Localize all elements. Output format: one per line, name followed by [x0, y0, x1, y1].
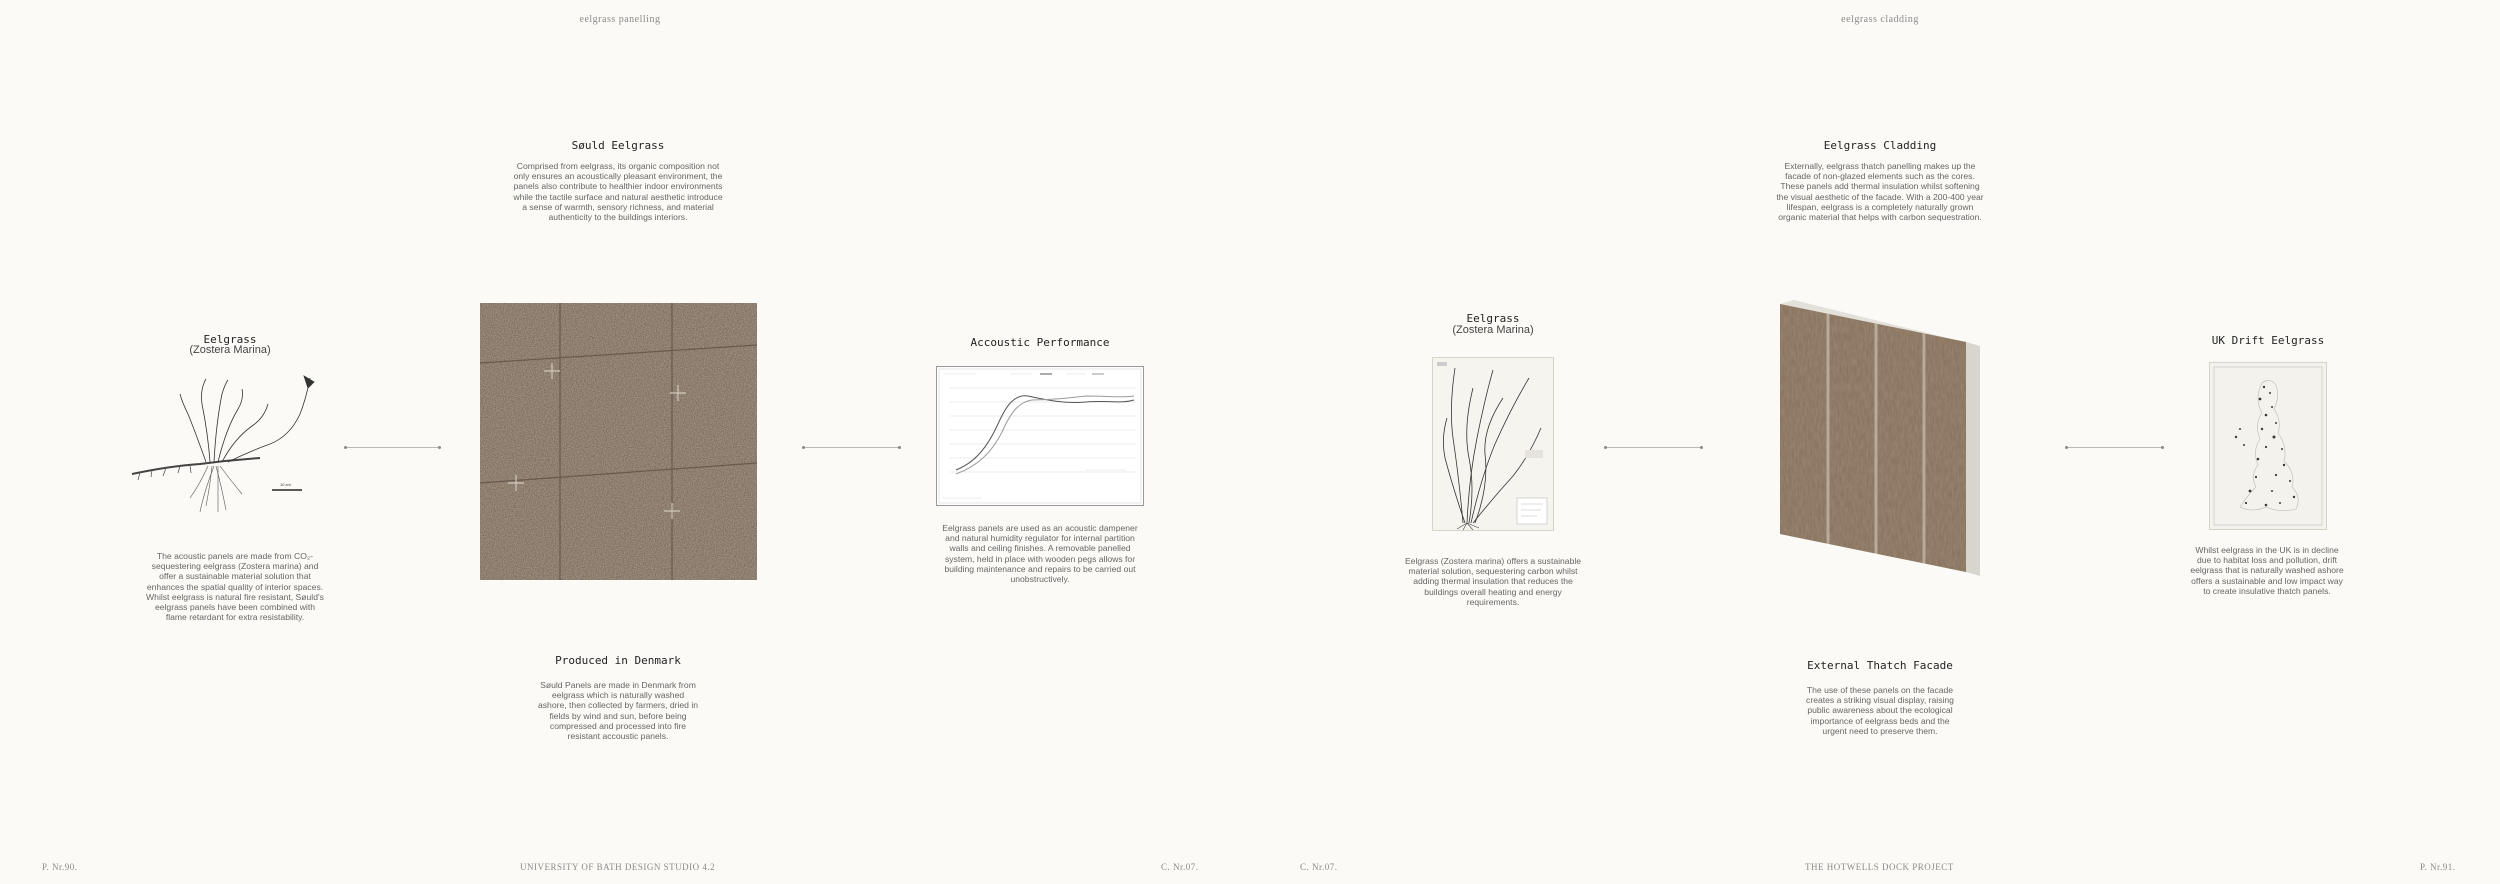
connector-3 [1605, 447, 1702, 448]
herbarium-specimen-image [1432, 357, 1554, 531]
cladding-text: Externally, eelgrass thatch panelling makes up the facade of non-glazed elements such as the cores. These panels add thermal insulation whilst softening the visual aesthetic of the facade. With a 200-400 year lifespan, eelgrass is a completely naturally grown organic material that helps with carbon sequestration. [1776, 161, 1984, 223]
facade-text: The use of these panels on the facade creates a striking visual display, raising public awareness about the ecological importance of eelgrass beds and the urgent need to preserve them. [1806, 685, 1954, 736]
eelgrass-subtitle-right: (Zostera Marina) [1452, 324, 1534, 336]
acoustic-text: Eelgrass panels are used as an acoustic dampener and natural humidity regulator for internal partition walls and ceiling finishes. A removable panelled system, held in place with wooden pegs allows for building maintenance and repairs to be carried out unobstructively. [942, 523, 1138, 585]
footer-code-left: C. Nr.07. [1161, 862, 1199, 872]
acoustic-title: Accoustic Performance [970, 336, 1110, 349]
panel-text: Comprised from eelgrass, its organic composition not only ensures an acoustically pleasant environment, the panels also contribute to healthier indoor environments while the tactile surface and natural aesthetic introduce a sense of warmth, sensory richness, and material authenticity to the buildings interiors. [513, 161, 723, 223]
eelgrass-plant-illustration [130, 374, 330, 514]
connector-1 [345, 447, 440, 448]
connector-4 [2066, 447, 2163, 448]
footer-code-right: C. Nr.07. [1300, 862, 1338, 872]
footer-project: THE HOTWELLS DOCK PROJECT [1805, 862, 1954, 872]
thatch-panel-3d [1776, 300, 1986, 580]
acoustic-performance-chart [936, 366, 1144, 506]
eelgrass-title-left: Eelgrass [203, 333, 257, 346]
eelgrass-subtitle-left: (Zostera Marina) [189, 344, 271, 356]
produced-text: Søuld Panels are made in Denmark from eelgrass which is naturally washed ashore, then collected by farmers, dried in fields by wind and sun, before being compressed and processed into fire resistant accoustic panels. [537, 680, 699, 742]
drift-title: UK Drift Eelgrass [2211, 334, 2325, 347]
header-right: eelgrass cladding [1841, 14, 1919, 25]
eelgrass-title-right: Eelgrass [1466, 312, 1520, 325]
eelgrass-panel-texture [480, 303, 757, 580]
connector-2 [803, 447, 900, 448]
drift-text: Whilst eelgrass in the UK is in decline due to habitat loss and pollution, drift eelgrass that is naturally washed ashore offers a sustainable and low impact way to create insulative thatch panels. [2190, 545, 2344, 596]
page-number-right: P. Nr.91. [2420, 862, 2456, 872]
header-left: eelgrass panelling [579, 14, 661, 25]
page-number-left: P. Nr.90. [42, 862, 78, 872]
eelgrass-text-right: Eelgrass (Zostera marina) offers a sustainable material solution, sequestering carbon whilst adding thermal insulation that reduces the buildings overall heating and energy requirements. [1404, 556, 1582, 607]
produced-title: Produced in Denmark [555, 654, 681, 667]
eelgrass-text-left: The acoustic panels are made from CO₂-sequestering eelgrass (Zostera marina) and offer a sustainable material solution that enhances the spatial quality of interior spaces. Whilst eelgrass is natural fire resistant, Søuld's eelgrass panels have been combined with flame retardant for extra resistability. [146, 551, 324, 623]
uk-drift-eelgrass-map [2209, 362, 2327, 530]
cladding-title: Eelgrass Cladding [1823, 139, 1937, 152]
svg-text:10 cm: 10 cm [280, 482, 291, 487]
footer-university: UNIVERSITY OF BATH DESIGN STUDIO 4.2 [520, 862, 716, 872]
facade-title: External Thatch Facade [1807, 659, 1953, 672]
panel-title: Søuld Eelgrass [571, 139, 665, 152]
